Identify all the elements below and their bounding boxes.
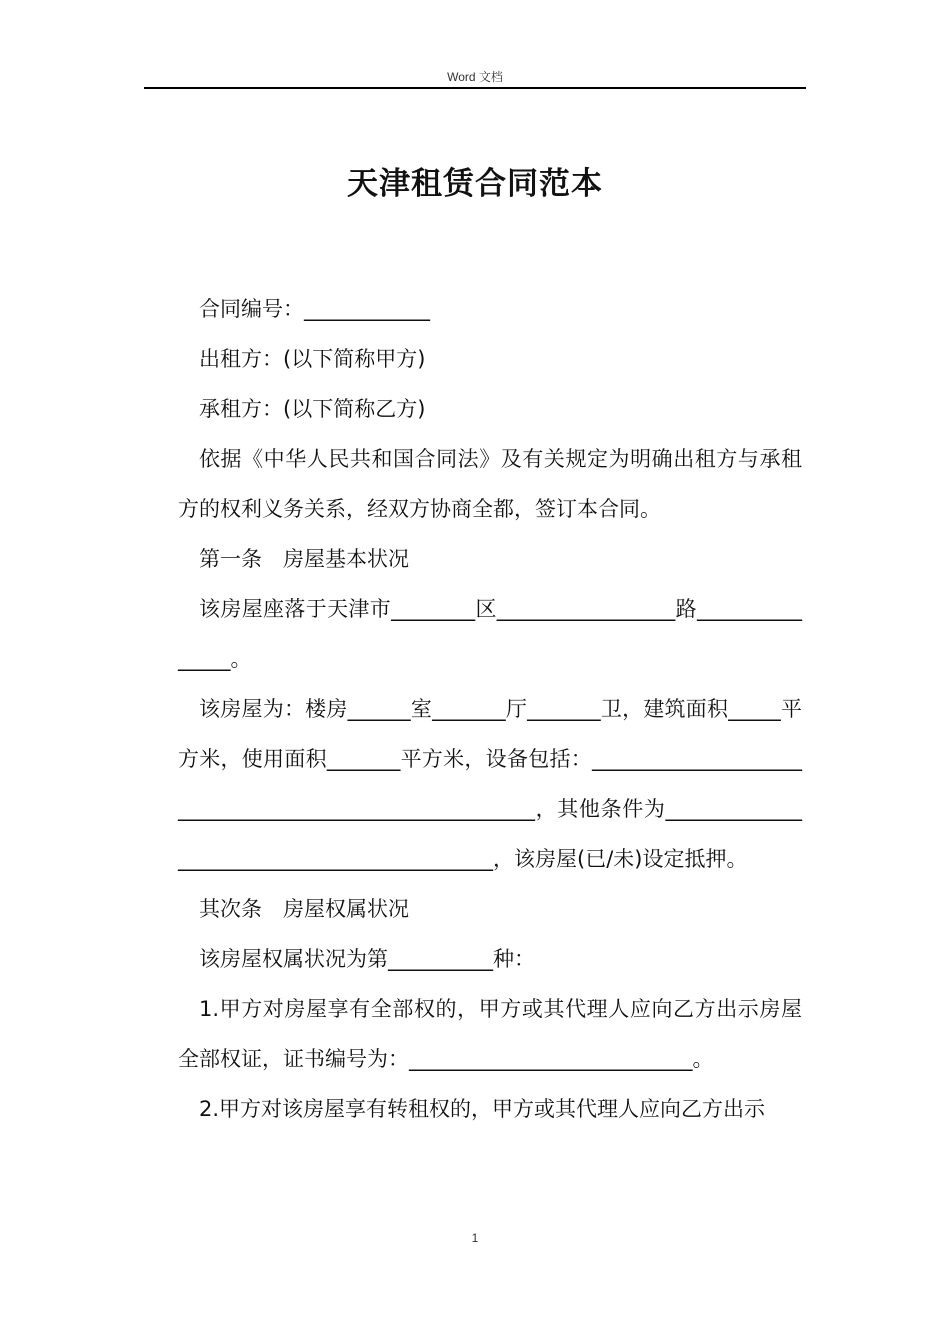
house-description-paragraph: 该房屋为：楼房______室_______厅_______卫，建筑面积_____平方米，使用面积_______平方米，设备包括：______________________________________________________，其他条件为___________________________________________，该房屋(已/未)设定抵押。 <box>178 697 802 871</box>
preamble-paragraph: 依据《中华人民共和国合同法》及有关规定为明确出租方与承租方的权利义务关系，经双方协商全都，签订本合同。 <box>178 447 802 521</box>
article-2-heading: 其次条 房屋权属状况 <box>199 897 409 921</box>
document-title: 天津租赁合同范本 <box>347 166 603 202</box>
lessor-line: 出租方：(以下简称甲方) <box>199 347 426 371</box>
contract-number-line: 合同编号：____________ <box>199 297 430 321</box>
page-number: 1 <box>471 1231 479 1245</box>
lessee-line: 承租方：(以下简称乙方) <box>199 397 426 421</box>
page-header-label: Word 文档 <box>447 70 503 84</box>
header-divider <box>144 87 806 89</box>
ownership-type-paragraph: 该房屋权属状况为第__________种： <box>199 947 535 971</box>
ownership-item-1: 1.甲方对房屋享有全部权的，甲方或其代理人应向乙方出示房屋全部权证，证书编号为：___________________________。 <box>178 997 802 1071</box>
house-location-paragraph: 该房屋座落于天津市________区_________________路_______________。 <box>178 597 802 671</box>
article-1-heading: 第一条 房屋基本状况 <box>199 547 409 571</box>
ownership-item-2: 2.甲方对该房屋享有转租权的，甲方或其代理人应向乙方出示 <box>199 1097 766 1121</box>
document-body <box>178 284 802 1134</box>
